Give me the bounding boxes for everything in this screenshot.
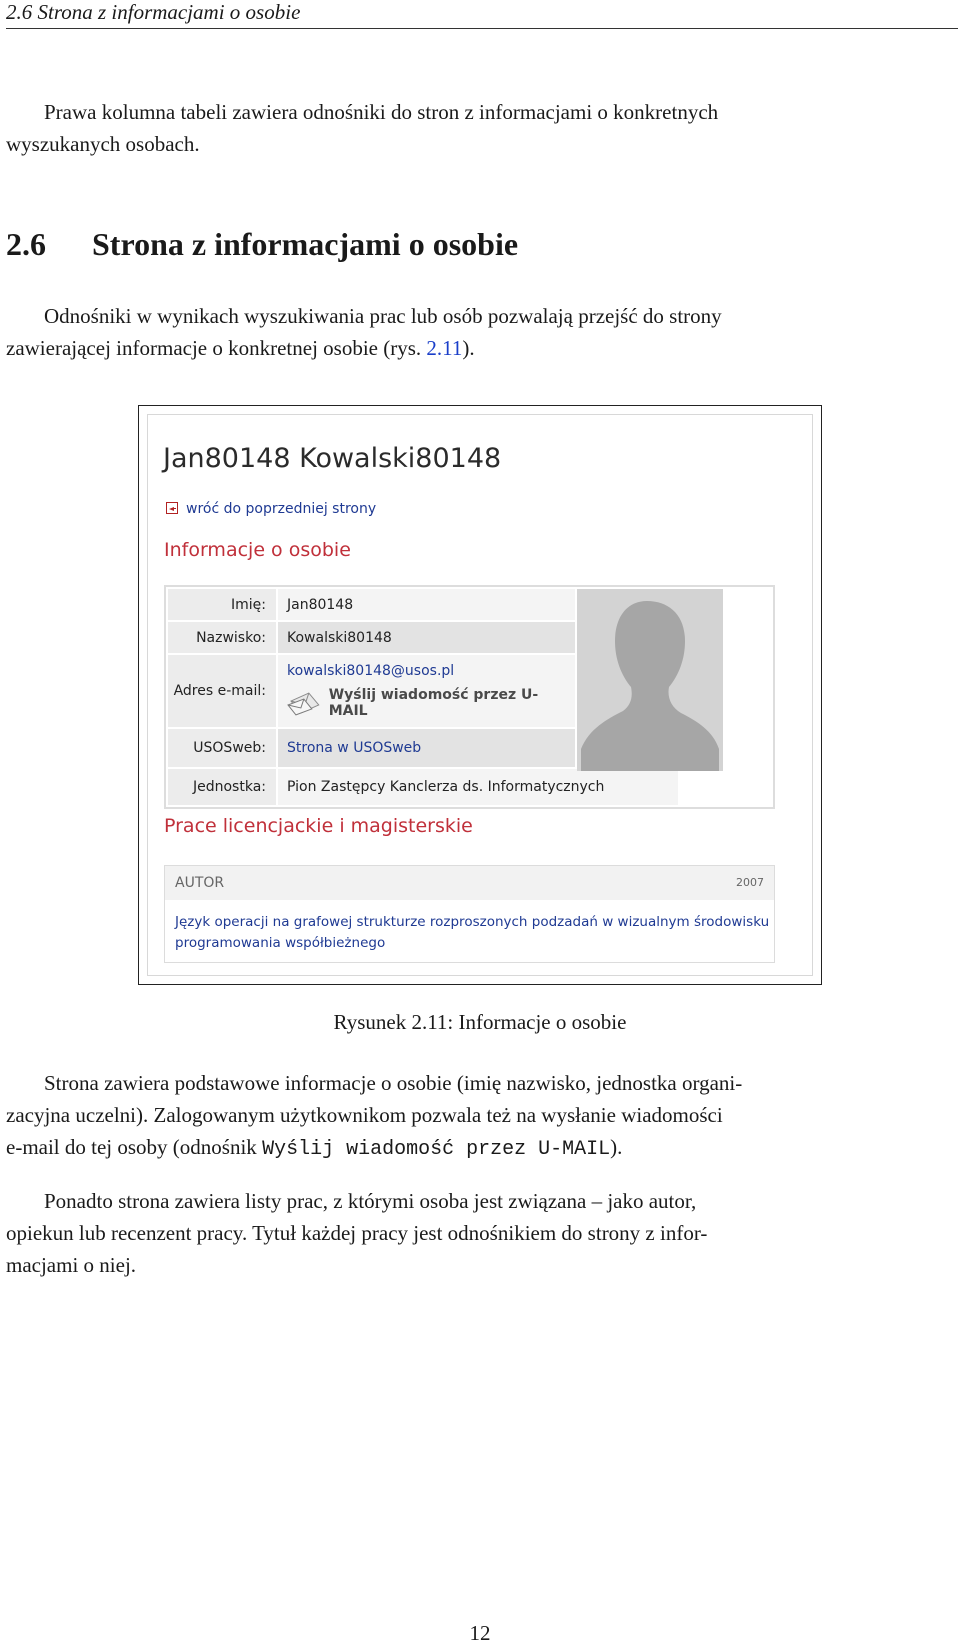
- paragraph-line: opiekun lub recenzent pracy. Tytuł każdej pracy jest odnośnikiem do strony z infor-: [6, 1221, 708, 1245]
- paragraph-line: Prawa kolumna tabeli zawiera odnośniki do stron z informacjami o konkretnych: [44, 100, 719, 124]
- paragraph-intro: [6, 96, 958, 160]
- works-item-header: [165, 866, 774, 900]
- paragraph-description: [6, 1067, 958, 1166]
- person-title: Jan80148 Kowalski80148: [163, 443, 502, 474]
- value-email: [278, 655, 575, 727]
- value-nazwisko: Kowalski80148: [278, 622, 575, 653]
- label-imie: Imię:: [168, 589, 276, 620]
- work-title-link[interactable]: Język operacji na grafowej strukturze rozproszonych podzadań w wizualnym środowisku programowania współbieżnego: [175, 914, 770, 951]
- paragraph-line: wyszukanych osobach.: [6, 132, 200, 156]
- envelope-icon: [287, 689, 323, 717]
- running-head: 2.6 Strona z informacjami o osobie: [6, 0, 301, 24]
- back-arrow-icon: [166, 502, 178, 514]
- info-heading: Informacje o osobie: [164, 539, 351, 561]
- work-role: AUTOR: [175, 875, 225, 891]
- person-silhouette-icon: [577, 589, 723, 771]
- section-number: 2.6: [6, 226, 46, 262]
- row-nazwisko: [168, 622, 575, 653]
- row-email: [168, 655, 575, 727]
- works-list: [164, 865, 775, 963]
- value-jednostka: Pion Zastępcy Kanclerza ds. Informatycznych: [278, 769, 678, 805]
- section-heading: [6, 226, 518, 263]
- paragraph-works: [6, 1185, 958, 1281]
- paragraph-line: macjami o niej.: [6, 1253, 137, 1277]
- value-usosweb: [278, 729, 575, 767]
- value-imie: Jan80148: [278, 589, 575, 620]
- section-title: Strona z informacjami o osobie: [92, 226, 519, 262]
- back-link-label: wróć do poprzedniej strony: [186, 501, 377, 517]
- back-link[interactable]: [166, 501, 376, 517]
- page-number: 12: [469, 1621, 491, 1645]
- figure-screenshot: [138, 405, 822, 985]
- figure-caption: Rysunek 2.11: Informacje o osobie: [333, 1010, 627, 1034]
- person-info-table: [164, 585, 775, 809]
- paragraph-links: [6, 300, 958, 364]
- row-imie: [168, 589, 575, 620]
- label-nazwisko: Nazwisko:: [168, 622, 276, 653]
- paragraph-line: ).: [610, 1135, 623, 1159]
- screenshot-frame: [147, 414, 813, 976]
- person-photo-placeholder: [577, 589, 723, 771]
- work-year: 2007: [736, 876, 764, 889]
- label-jednostka: Jednostka:: [168, 769, 276, 805]
- paragraph-line: zacyjna uczelni). Zalogowanym użytkownikom pozwala też na wysłanie wiadomości: [6, 1103, 723, 1127]
- label-usosweb: USOSweb:: [168, 729, 276, 767]
- paragraph-line: Odnośniki w wynikach wyszukiwania prac lub osób pozwalają przejść do strony: [44, 304, 722, 328]
- paragraph-line: e-mail do tej osoby (odnośnik: [6, 1135, 263, 1159]
- header-rule: [6, 28, 958, 29]
- paragraph-line: Strona zawiera podstawowe informacje o osobie (imię nazwisko, jednostka organi-: [44, 1071, 743, 1095]
- works-heading: Prace licencjackie i magisterskie: [164, 815, 473, 837]
- paragraph-line: Ponadto strona zawiera listy prac, z którymi osoba jest związana – jako autor,: [44, 1189, 697, 1213]
- umail-link[interactable]: [287, 687, 575, 719]
- paragraph-line: zawierającej informacje o konkretnej osobie (rys.: [6, 336, 427, 360]
- umail-code-reference: Wyślij wiadomość przez U-MAIL: [262, 1138, 611, 1161]
- row-usosweb: [168, 729, 575, 767]
- usosweb-link[interactable]: Strona w USOSweb: [287, 740, 422, 756]
- label-email: Adres e-mail:: [168, 655, 276, 727]
- umail-label: Wyślij wiadomość przez U-MAIL: [328, 687, 539, 719]
- email-link[interactable]: kowalski80148@usos.pl: [287, 663, 455, 679]
- paragraph-line: ).: [462, 336, 475, 360]
- figure-reference-link[interactable]: 2.11: [426, 336, 463, 360]
- row-jednostka: [168, 769, 605, 805]
